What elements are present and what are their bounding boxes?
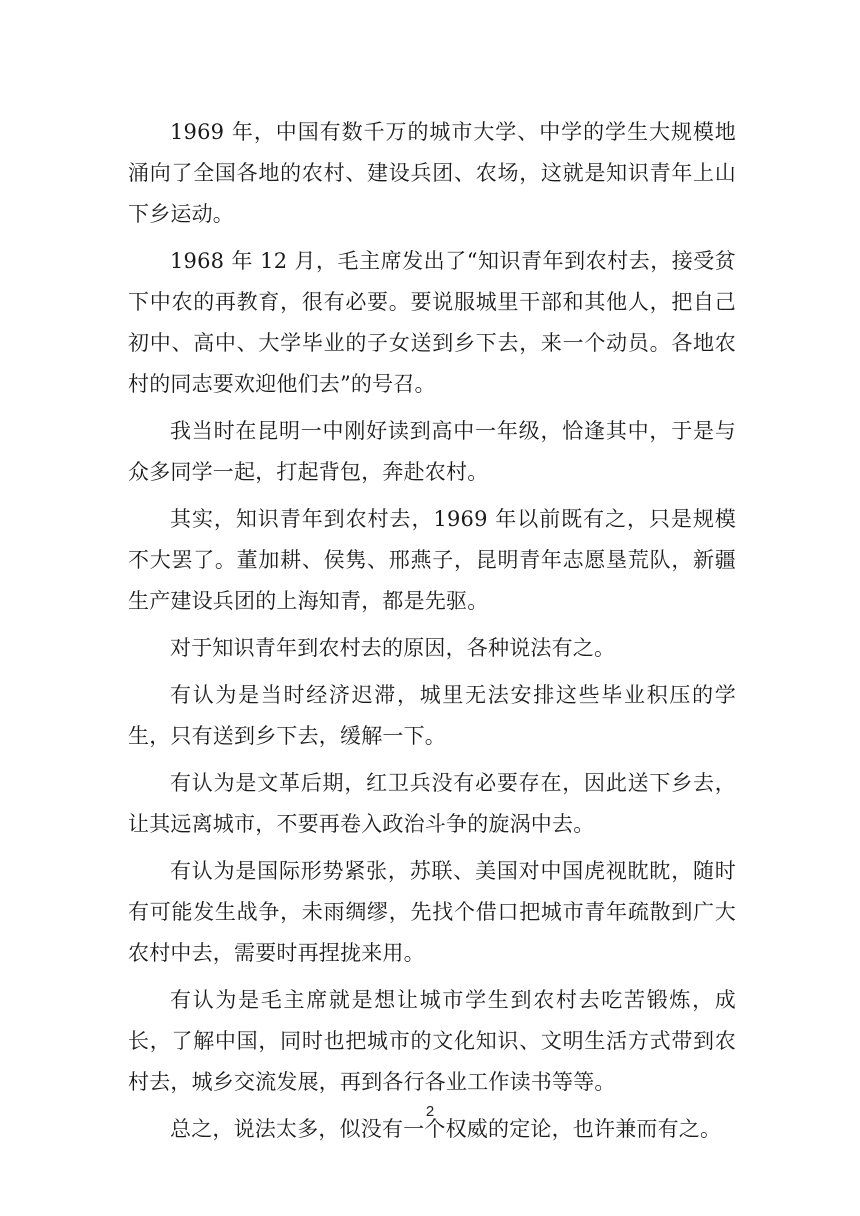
page-number: 2 [425,1103,435,1120]
paragraph: 其实，知识青年到农村去，1969 年以前既有之，只是规模不大罢了。董加耕、侯隽、邢燕子，昆明青年志愿垦荒队，新疆生产建设兵团的上海知青，都是先驱。 [128,507,736,613]
paragraph: 有认为是国际形势紧张，苏联、美国对中国虎视眈眈，随时有可能发生战争，未雨绸缪，先找个借口把城市青年疏散到广大农村中去，需要时再捏拢来用。 [128,859,736,965]
document-body [128,112,736,1156]
paragraph: 1968 年 12 月，毛主席发出了“知识青年到农村去，接受贫下中农的再教育，很有必要。要说服城里干部和其他人，把自己初中、高中、大学毕业的子女送到乡下去，来一个动员。各地农村的同志要欢迎他们去”的号召。 [128,249,736,396]
paragraph: 对于知识青年到农村去的原因，各种说法有之。 [170,636,616,660]
paragraph: 有认为是当时经济迟滞，城里无法安排这些毕业积压的学生，只有送到乡下去，缓解一下。 [128,683,736,748]
paragraph: 1969 年，中国有数千万的城市大学、中学的学生大规模地涌向了全国各地的农村、建设兵团、农场，这就是知识青年上山下乡运动。 [128,120,736,226]
paragraph: 我当时在昆明一中刚好读到高中一年级，恰逢其中，于是与众多同学一起，打起背包，奔赴农村。 [128,419,736,484]
paragraph: 有认为是毛主席就是想让城市学生到农村去吃苦锻炼，成长，了解中国，同时也把城市的文化知识、文明生活方式带到农村去，城乡交流发展，再到各行各业工作读书等等。 [128,988,736,1094]
paragraph: 总之，说法太多，似没有一个权威的定论，也许兼而有之。 [170,1117,722,1141]
paragraph: 有认为是文革后期，红卫兵没有必要存在，因此送下乡去，让其远离城市，不要再卷入政治斗争的旋涡中去。 [128,771,736,836]
